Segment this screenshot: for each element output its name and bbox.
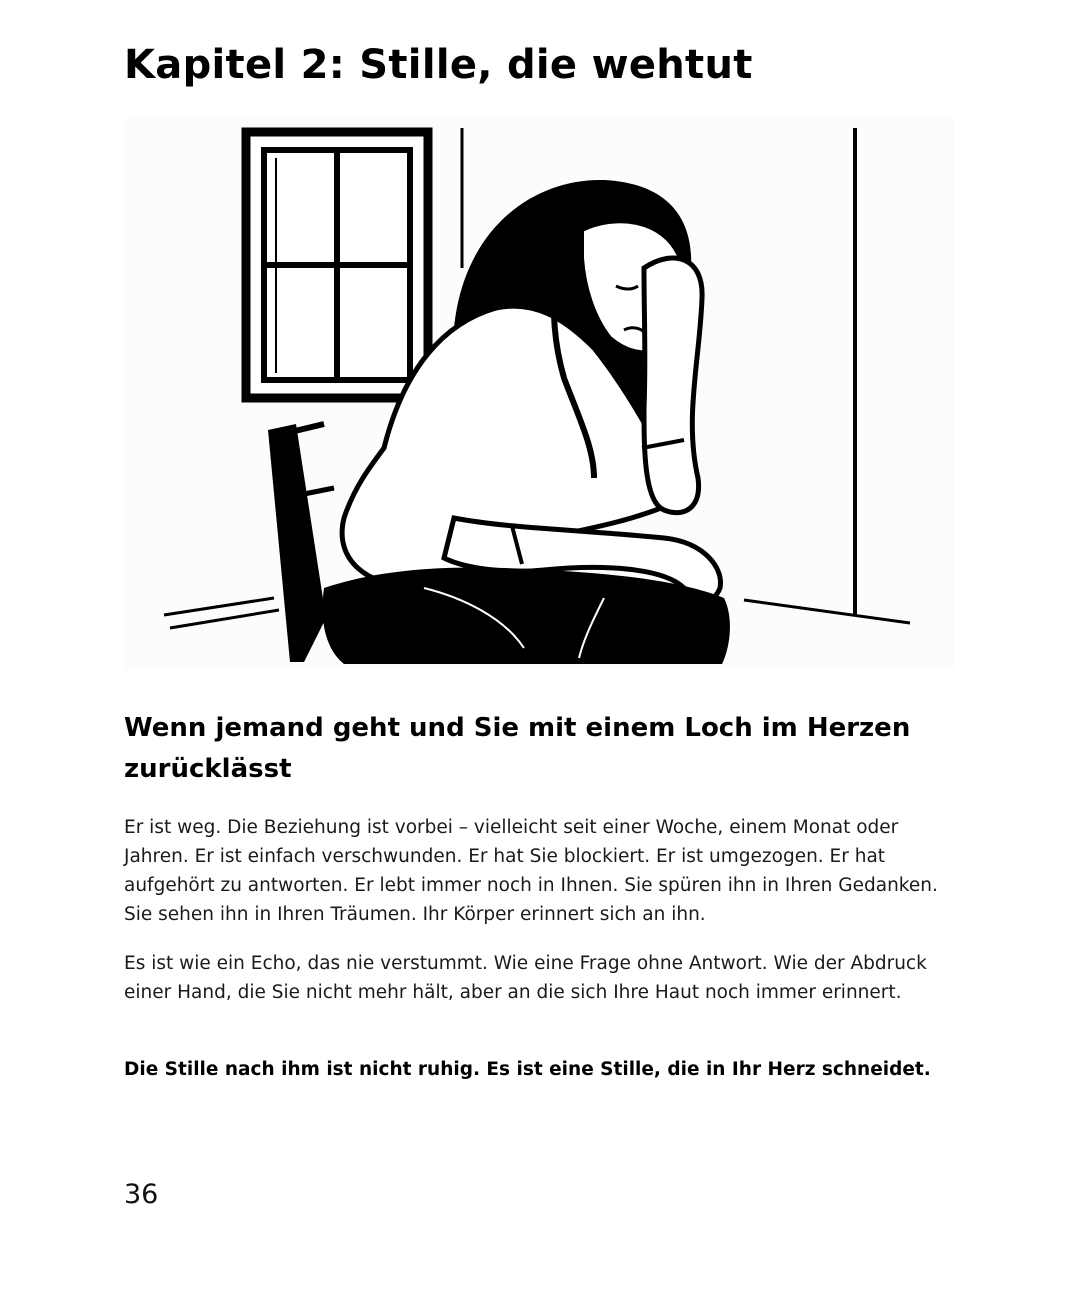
floor-line [744,600,910,623]
emphasis-paragraph: Die Stille nach ihm ist nicht ruhig. Es ist eine Stille, die in Ihr Herz schneidet. [124,1059,931,1080]
body-paragraph: Es ist wie ein Echo, das nie verstummt. Wie eine Frage ohne Antwort. Wie der Abdruck einer Hand, die Sie nicht mehr hält, aber an die sich Ihre Haut noch immer erinnert. [124,953,927,1003]
pants-shape [323,567,730,664]
section-heading: Wenn jemand geht und Sie mit einem Loch im Herzen zurücklässt [124,713,911,784]
body-paragraph: Er ist weg. Die Beziehung ist vorbei – vielleicht seit einer Woche, einem Monat oder Jahren. Er ist einfach verschwunden. Er hat Sie blockiert. Er ist umgezogen. Er hat aufgehört zu antworten. Er lebt immer noch in Ihnen. Sie spüren ihn in Ihren Gedanken. Sie sehen ihn in Ihren Träumen. Ihr Körper erinnert sich an ihn. [124,817,938,925]
page-number: 36 [124,1179,159,1210]
chapter-illustration [124,118,954,670]
chapter-title: Kapitel 2: Stille, die wehtut [124,42,753,88]
window-drawing [246,132,428,398]
arm-on-head [644,258,702,513]
sad-woman-illustration [124,118,954,670]
